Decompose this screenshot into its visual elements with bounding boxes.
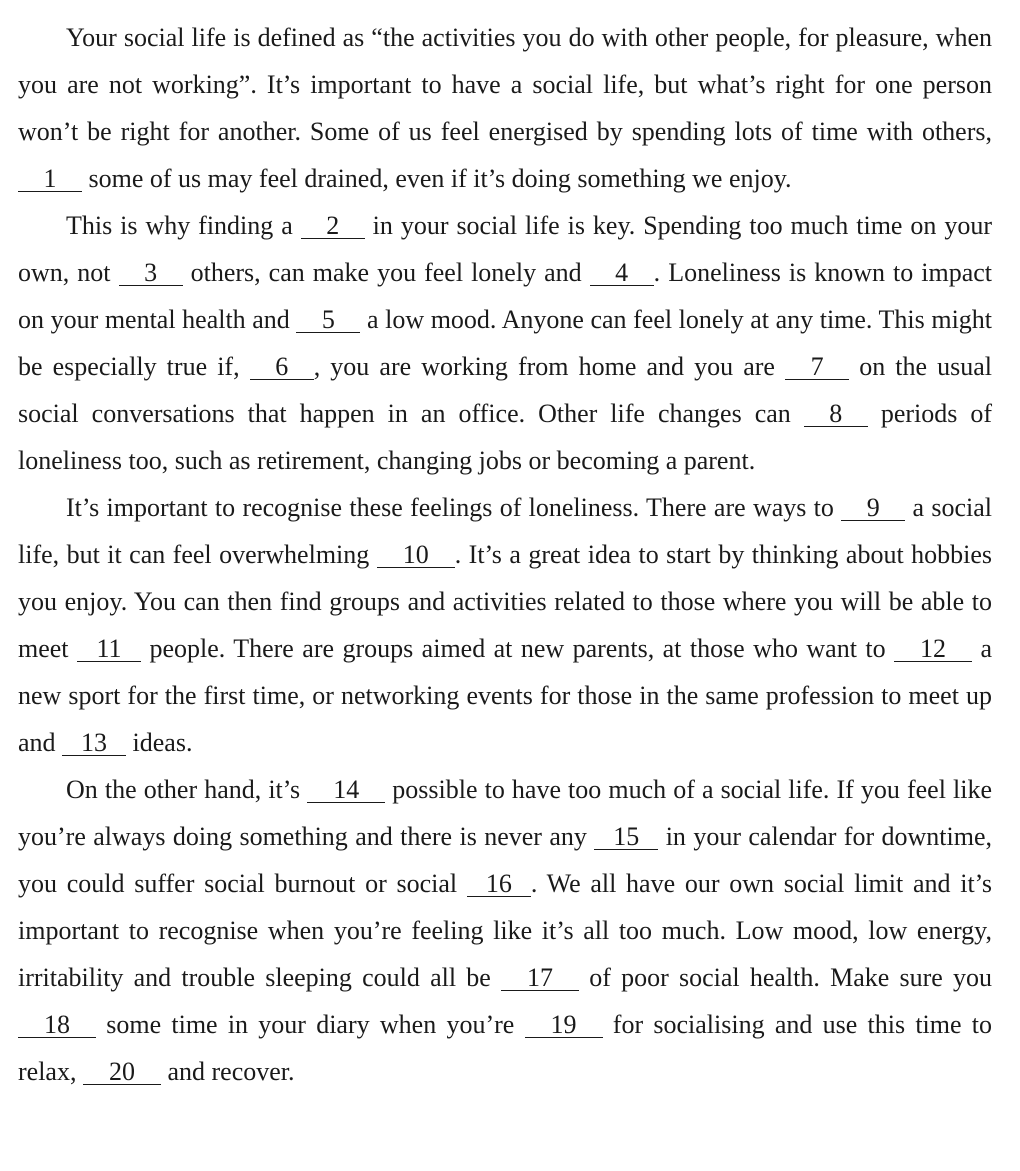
blank-1: 1: [18, 167, 82, 192]
text-segment: ideas.: [132, 728, 193, 757]
text-segment: Your social life is defined as “the activities you do with other people, for pleasure, when you are not working”. It’s important to have a social life, but what’s right for one person won’t be right for another. Some of us feel energised by spending lots of time with others,: [18, 23, 992, 146]
text-segment: a social life, but it can feel overwhelming: [18, 493, 993, 569]
blank-19: 19: [525, 1013, 603, 1038]
paragraph-3: [18, 484, 992, 766]
blank-20: 20: [83, 1060, 161, 1085]
text-segment: on the usual social conversations that happen in an office. Other life changes can: [18, 352, 993, 428]
text-segment: . It’s a great idea to start by thinking about hobbies you enjoy. You can then find groups and activities related to those where you will be able to meet: [18, 540, 992, 663]
text-segment: a low mood. Anyone can feel lonely at any time. This might be especially true if,: [18, 305, 993, 381]
text-segment: others, can make you feel lonely and: [190, 258, 582, 287]
blank-18: 18: [18, 1013, 96, 1038]
blank-8: 8: [804, 402, 868, 427]
text-segment: possible to have too much of a social life. If you feel like you’re always doing something and there is never any: [18, 775, 993, 851]
text-segment: It’s important to recognise these feelings of loneliness. There are ways to: [66, 493, 834, 522]
text-segment: in your social life is key. Spending too much time on your own, not: [18, 211, 993, 287]
text-segment: in your calendar for downtime, you could suffer social burnout or social: [18, 822, 993, 898]
text-segment: . Loneliness is known to impact on your mental health and: [18, 258, 993, 334]
blank-17: 17: [501, 966, 579, 991]
text-segment: some time in your diary when you’re: [106, 1010, 515, 1039]
text-segment: On the other hand, it’s: [66, 775, 301, 804]
blank-13: 13: [62, 731, 126, 756]
paragraph-1: [18, 14, 992, 202]
blank-6: 6: [250, 355, 314, 380]
blank-15: 15: [594, 825, 658, 850]
blank-9: 9: [841, 496, 905, 521]
paragraph-4: [18, 766, 992, 1095]
text-segment: of poor social health. Make sure you: [589, 963, 993, 992]
blank-5: 5: [296, 308, 360, 333]
blank-16: 16: [467, 872, 531, 897]
text-segment: , you are working from home and you are: [313, 352, 775, 381]
blank-4: 4: [590, 261, 654, 286]
blank-3: 3: [119, 261, 183, 286]
text-segment: for socialising and use this time to relax,: [18, 1010, 992, 1086]
blank-11: 11: [77, 637, 141, 662]
text-segment: some of us may feel drained, even if it’s doing something we enjoy.: [88, 164, 792, 193]
text-segment: . We all have our own social limit and it’s important to recognise when you’re feeling like it’s all too much. Low mood, low energy, irritability and trouble sleeping could all be: [18, 869, 993, 992]
text-segment: a new sport for the first time, or networking events for those in the same profession to meet up and: [18, 634, 993, 757]
blank-10: 10: [377, 543, 455, 568]
text-segment: and recover.: [167, 1057, 295, 1086]
text-segment: people. There are groups aimed at new parents, at those who want to: [149, 634, 886, 663]
blank-2: 2: [301, 214, 365, 239]
blank-7: 7: [785, 355, 849, 380]
text-segment: periods of loneliness too, such as retirement, changing jobs or becoming a parent.: [18, 399, 993, 475]
paragraph-2: [18, 202, 992, 484]
text-segment: This is why finding a: [66, 211, 293, 240]
blank-12: 12: [894, 637, 972, 662]
blank-14: 14: [307, 778, 385, 803]
